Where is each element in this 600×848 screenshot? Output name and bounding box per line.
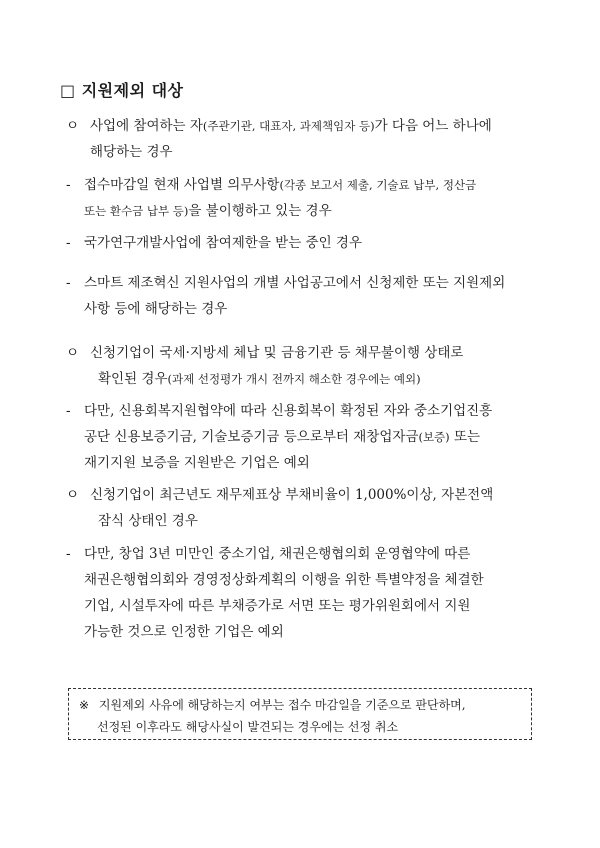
dash-bullet: - (66, 177, 71, 193)
notice-line: 선정된 이후라도 해당사실이 발견되는 경우에는 선정 취소 (97, 720, 399, 734)
item-text: 신청기업이 최근년도 재무제표상 부채비율이 1,000%이상, 자본전액 (90, 487, 494, 503)
item-text: 국가연구개발사업에 참여제한을 받는 중인 경우 (84, 235, 362, 251)
dash-bullet: - (66, 275, 71, 291)
item-note: (각종 보고서 제출, 기술료 납부, 정산금 (279, 178, 477, 192)
item-text: 다만, 창업 3년 미만인 중소기업, 채권은행협의회 운영협약에 따른 (84, 546, 471, 562)
item-text: 가능한 것으로 인정한 기업은 예외 (84, 624, 284, 640)
item-note: (주관기관, 대표자, 과제책임자 등) (202, 119, 375, 133)
circle-bullet: ㅇ (66, 345, 80, 361)
dash-bullet: - (66, 546, 71, 562)
criteria-item (66, 172, 476, 224)
item-note: (보증) (418, 430, 450, 444)
item-note: 또는 환수금 납부 등) (84, 204, 189, 218)
item-text: 잠식 상태인 경우 (98, 513, 198, 529)
criteria-item (66, 398, 492, 476)
item-note: (과제 선정평가 개시 전까지 해소한 경우에는 예외) (167, 372, 421, 386)
circle-bullet: ㅇ (66, 487, 80, 503)
title-text: 지원제외 대상 (81, 81, 184, 100)
criteria-item (66, 113, 492, 165)
item-text: 을 불이행하고 있는 경우 (188, 203, 332, 219)
notice-line: 지원제외 사유에 해당하는지 여부는 접수 마감일을 기준으로 판단하며, (98, 698, 466, 712)
item-text: 해당하는 경우 (90, 144, 173, 160)
item-text: 가 다음 어느 하나에 (374, 118, 492, 134)
item-text: 접수마감일 현재 사업별 의무사항 (84, 177, 280, 193)
circle-bullet: ㅇ (66, 118, 80, 134)
notice-box (68, 688, 532, 740)
item-text: 공단 신용보증기금, 기술보증기금 등으로부터 재창업자금 (84, 429, 419, 445)
criteria-item (66, 270, 505, 322)
section-title (60, 78, 184, 101)
item-text: 신청기업이 국세·지방세 체납 및 금융기관 등 채무불이행 상태로 (90, 345, 464, 361)
criteria-item (66, 482, 493, 534)
item-text: 기업, 시설투자에 따른 부채증가로 서면 또는 평가위원회에서 지원 (84, 598, 471, 614)
criteria-item (66, 230, 362, 256)
item-text: 또는 (449, 429, 481, 445)
item-text: 채권은행협의회와 경영정상화계획의 이행을 위한 특별약정을 체결한 (84, 572, 484, 588)
dash-bullet: - (66, 403, 71, 419)
item-text: 다만, 신용회복지원협약에 따라 신용회복이 확정된 자와 중소기업진흥 (84, 403, 493, 419)
item-text: 확인된 경우 (98, 371, 168, 387)
reference-mark-icon: ※ (79, 698, 90, 712)
criteria-item (66, 541, 484, 645)
item-text: 재기지원 보증을 지원받은 기업은 예외 (84, 455, 310, 471)
item-text: 스마트 제조혁신 지원사업의 개별 사업공고에서 신청제한 또는 지원제외 (84, 275, 506, 291)
title-box-glyph: □ (60, 81, 76, 100)
item-text: 사업에 참여하는 자 (90, 118, 203, 134)
item-text: 사항 등에 해당하는 경우 (84, 301, 228, 317)
criteria-item (66, 340, 463, 392)
dash-bullet: - (66, 235, 71, 251)
